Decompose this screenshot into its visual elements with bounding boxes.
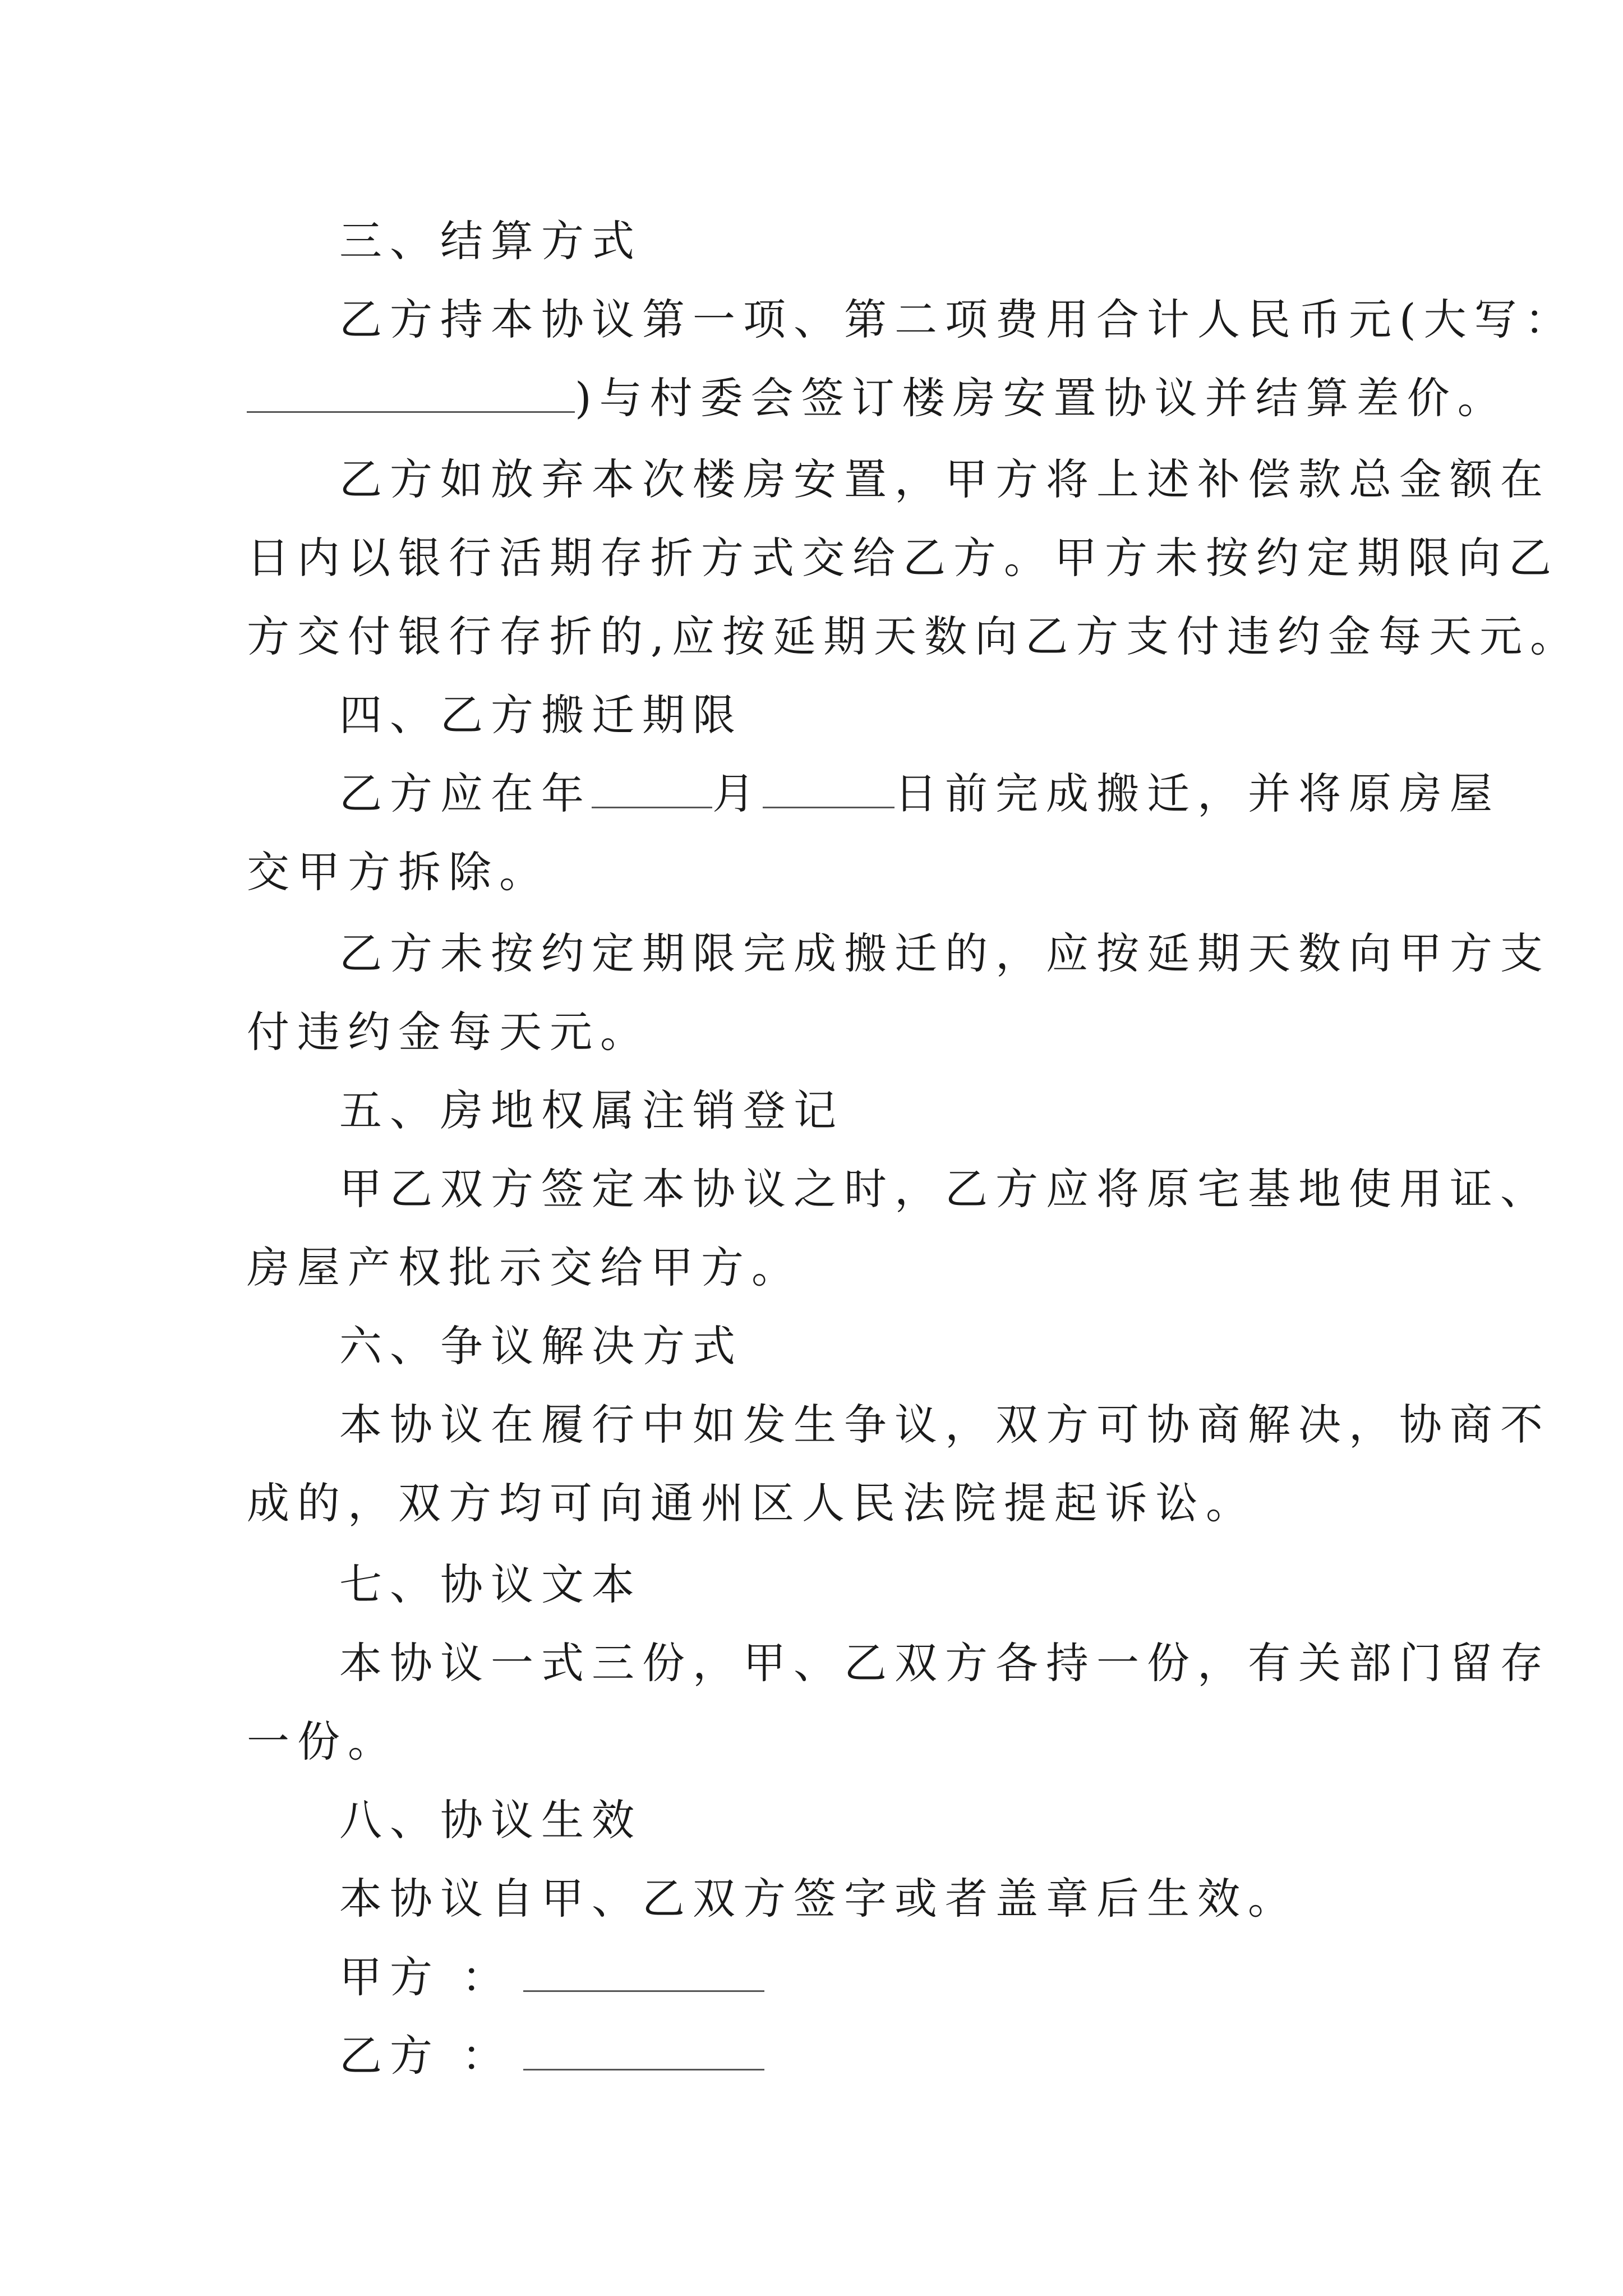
section-3-paragraph-2-line-1: 乙方如放弃本次楼房安置，甲方将上述补偿款总金额在 [339,454,1551,504]
section-4-paragraph-1-line-2: 交甲方拆除。 [247,847,550,897]
amount-in-words-blank [247,376,575,413]
section-3-paragraph-1-line-2 [0,365,1623,432]
party-b-label: 乙方 ： [339,2031,513,2081]
party-a-label: 甲方 ： [339,1952,513,2002]
section-4-paragraph-1-line-1 [0,760,1623,827]
section-5-paragraph-1-line-1: 甲乙双方签定本协议之时，乙方应将原宅基地使用证、 [339,1164,1551,1214]
move-deadline-day-text: 日前完成搬迁，并将原房屋 [895,769,1500,818]
month-blank [592,772,712,808]
section-5-heading: 五、房地权属注销登记 [339,1085,844,1135]
section-7-heading: 七、协议文本 [339,1559,642,1609]
section-3-heading: 三、结算方式 [339,216,642,266]
section-6-heading: 六、争议解决方式 [339,1321,743,1371]
party-a-signature-blank [523,1955,764,1992]
section-4-paragraph-2-line-1: 乙方未按约定期限完成搬迁的，应按延期天数向甲方支 [339,928,1551,978]
section-7-paragraph-1-line-2: 一份。 [247,1717,398,1766]
party-b-signature-line [0,2022,1623,2090]
move-deadline-month-text: 月 [712,769,763,818]
section-8-paragraph-1-line-1: 本协议自甲、乙双方签字或者盖章后生效。 [339,1874,1298,1924]
section-3-paragraph-2-line-2: 日内以银行活期存折方式交给乙方。甲方未按约定期限向乙 [247,533,1559,583]
section-6-paragraph-1-line-2: 成的，双方均可向通州区人民法院提起诉讼。 [247,1478,1256,1528]
section-4-paragraph-2-line-2: 付违约金每天元。 [247,1007,651,1057]
move-deadline-year-text: 乙方应在年 [339,769,592,818]
party-a-signature-line [0,1944,1623,2011]
day-blank [763,772,895,808]
section-6-paragraph-1-line-1: 本协议在履行中如发生争议，双方可协商解决，协商不 [339,1400,1551,1450]
section-3-paragraph-1-line-2-text: )与村委会签订楼房安置协议并结算差价。 [575,373,1508,423]
section-5-paragraph-1-line-2: 房屋产权批示交给甲方。 [247,1243,802,1292]
section-8-heading: 八、协议生效 [339,1795,642,1845]
section-3-paragraph-2-line-3: 方交付银行存折的,应按延期天数向乙方支付违约金每天元。 [247,611,1581,661]
party-b-signature-blank [523,2034,764,2070]
section-4-heading: 四、乙方搬迁期限 [339,690,743,740]
section-3-paragraph-1-line-1: 乙方持本协议第一项、第二项费用合计人民币元(大写： [339,295,1575,344]
section-7-paragraph-1-line-1: 本协议一式三份，甲、乙双方各持一份，有关部门留存 [339,1638,1551,1688]
